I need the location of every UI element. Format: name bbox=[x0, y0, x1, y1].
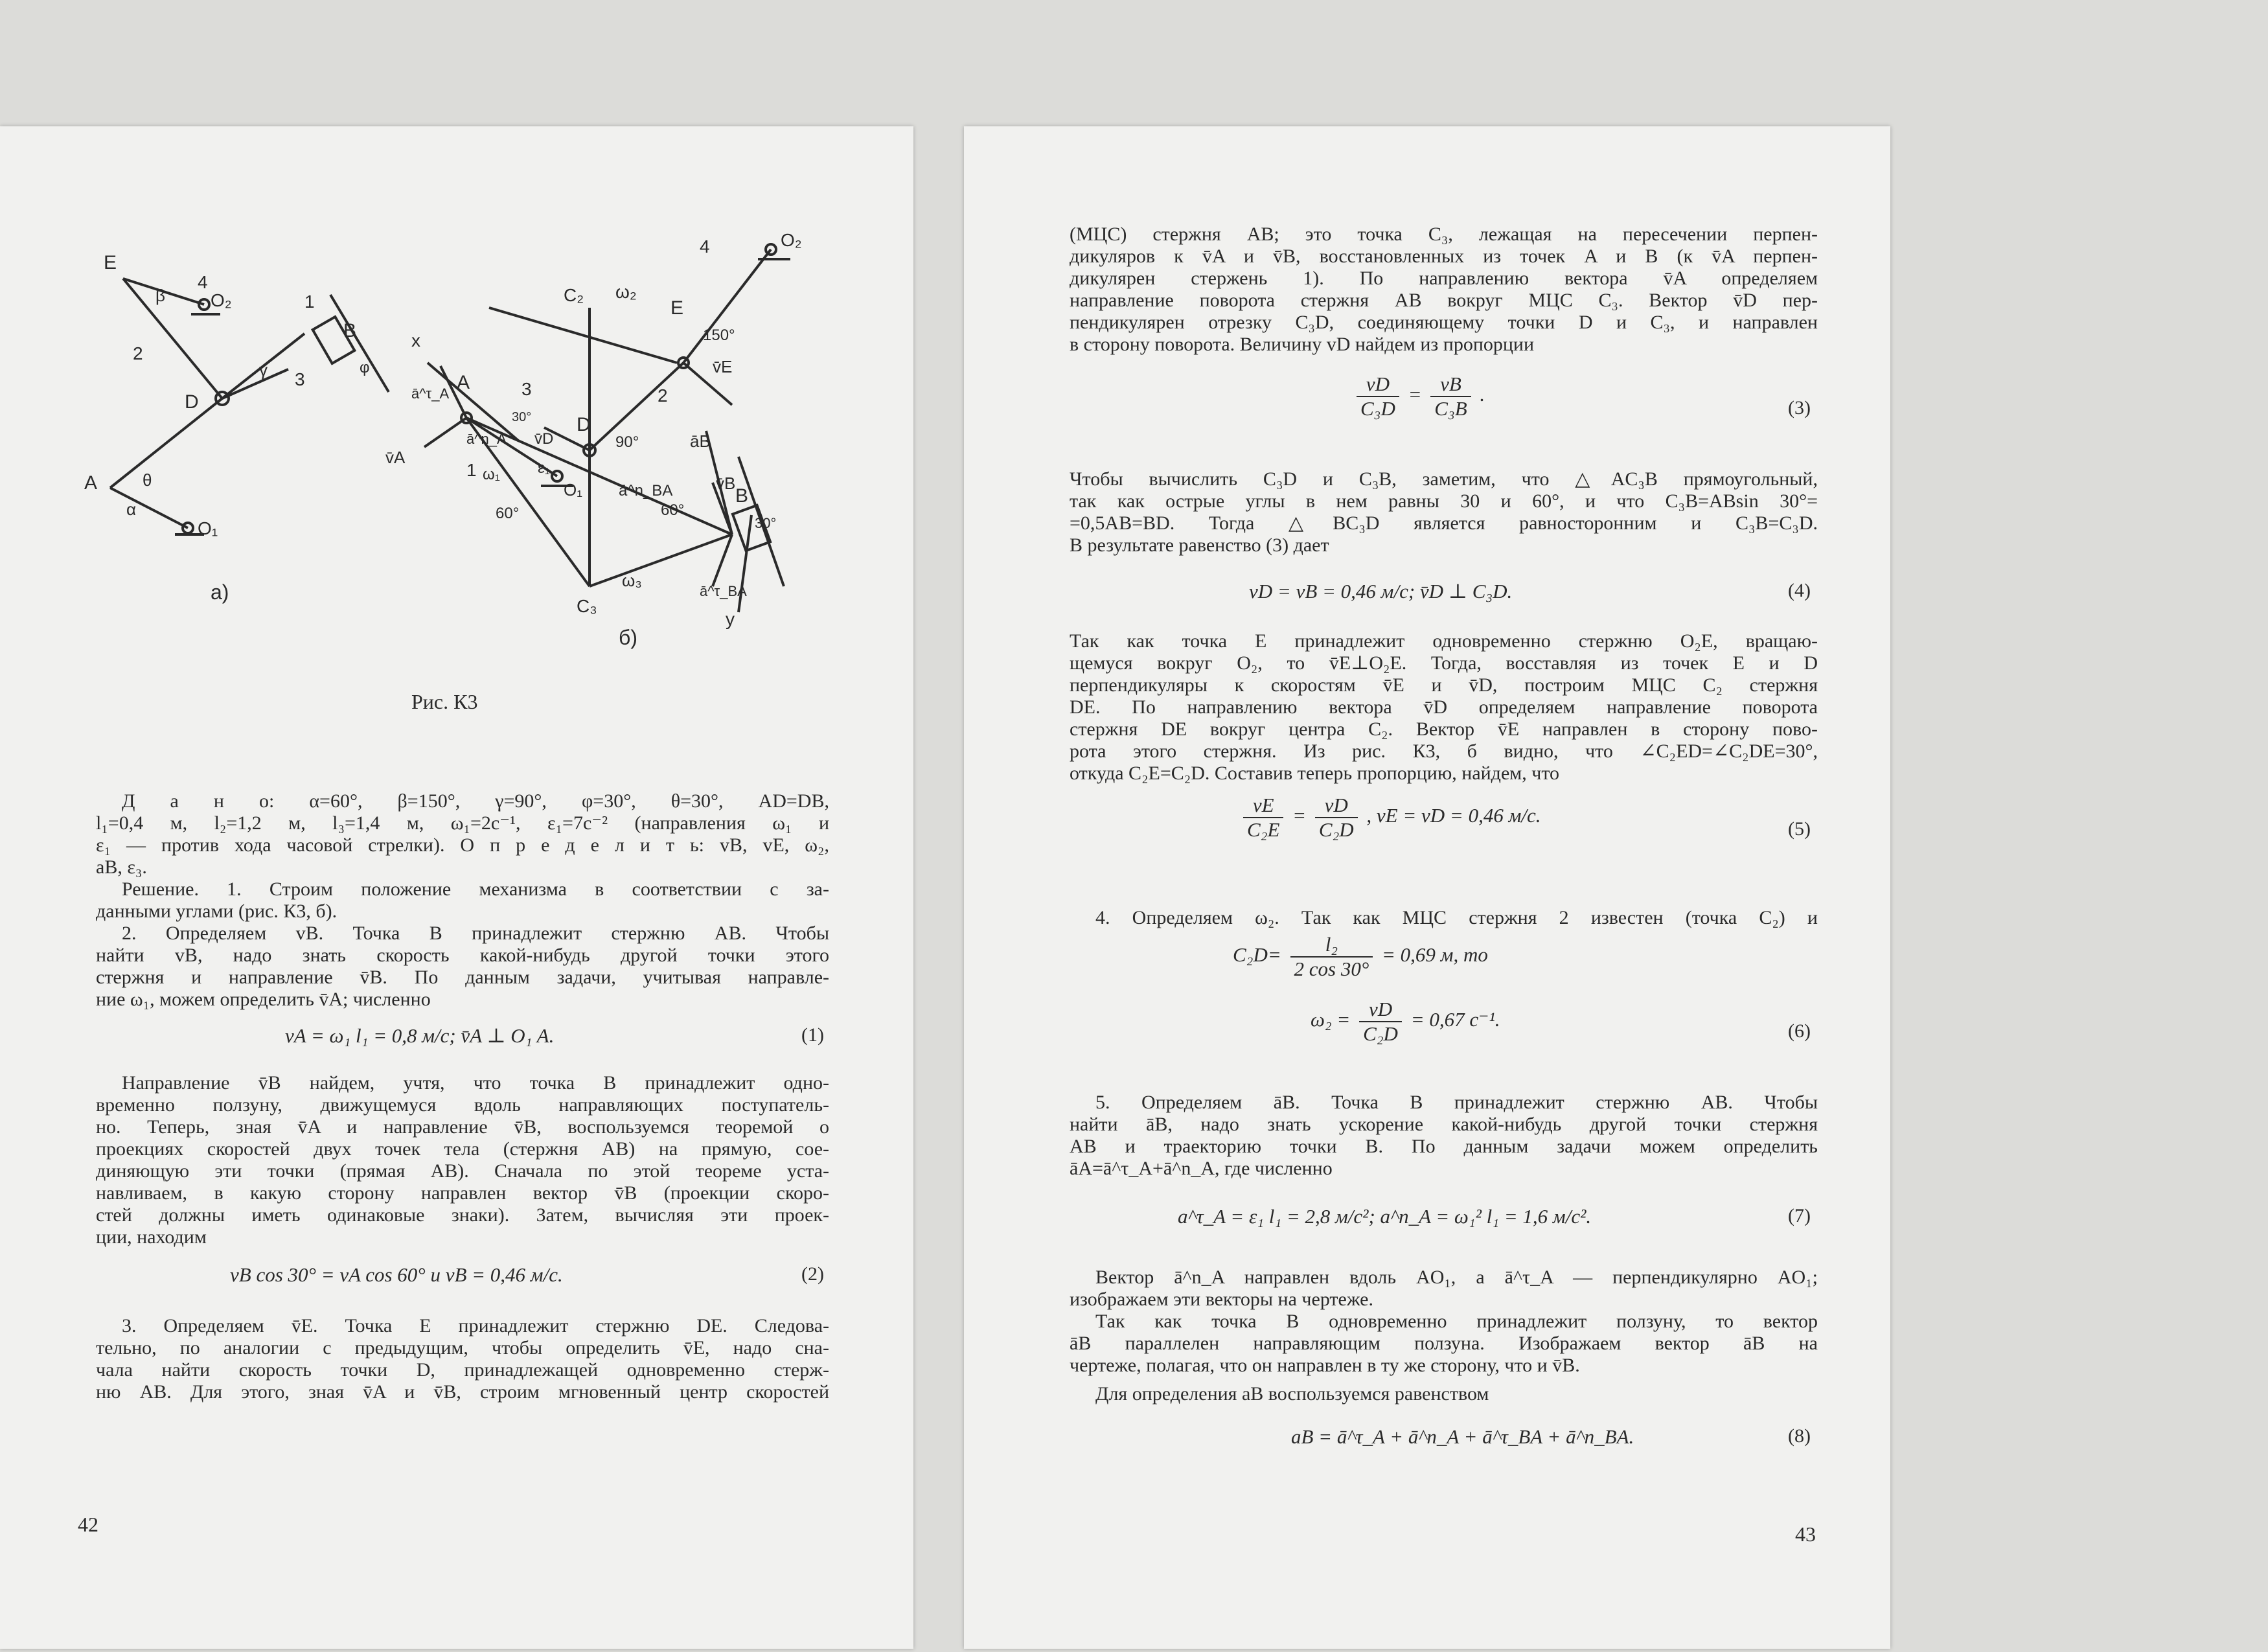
label-a-beta: β bbox=[155, 286, 165, 305]
label-b-C3: C₃ bbox=[577, 596, 597, 616]
eq5-equals: = bbox=[1292, 804, 1307, 827]
text-line: DE. По направлению вектора v̄D определяем направление поворота bbox=[1070, 696, 1818, 718]
text-line: чертеже, полагая, что он направлен в ту же сторону, что и v̄B. bbox=[1070, 1355, 1580, 1376]
text-line: рота этого стержня. Из рис. К3, б видно, что ∠C₂ED=∠C₂DE=30°, bbox=[1070, 740, 1818, 762]
eq3-num2: vB bbox=[1430, 373, 1471, 397]
text-line: направление поворота стержня AB вокруг МЦС C₃. Вектор v̄D пер- bbox=[1070, 290, 1818, 311]
label-b-60: 60° bbox=[496, 505, 520, 522]
text-line: l₁=0,4 м, l₂=1,2 м, l₃=1,4 м, ω₁=2с⁻¹, ε₁=7с⁻² (направления ω₁ и bbox=[96, 812, 829, 834]
text-line: Направление v̄B найдем, учтя, что точка B принадлежит одно- bbox=[122, 1072, 829, 1094]
label-a-O2: O₂ bbox=[211, 290, 232, 310]
equation-8-number: (8) bbox=[1788, 1425, 1811, 1447]
text-line: 3. Определяем v̄E. Точка E принадлежит стержню DE. Следова- bbox=[122, 1315, 829, 1337]
label-b-e1: ε₁ bbox=[538, 459, 550, 477]
text-line: дикулярен стержень 1). По направлению вектора v̄A определяем bbox=[1070, 268, 1818, 289]
rod-2-a bbox=[123, 279, 222, 398]
label-b-aAn: ā^n_A bbox=[466, 431, 507, 447]
equation-7-number: (7) bbox=[1788, 1205, 1811, 1226]
label-b-x: x bbox=[411, 330, 420, 350]
equation-4: vD = vB = 0,46 м/с; v̄D ⊥ C₃D. bbox=[1249, 580, 1513, 602]
label-b-B: B bbox=[735, 485, 749, 507]
label-b-A: A bbox=[457, 372, 470, 393]
text-line: чала найти скорость точки D, принадлежащей одновременно стерж- bbox=[96, 1359, 829, 1381]
label-a-A: A bbox=[84, 472, 98, 494]
label-b-aBAn: ā^n_BA bbox=[619, 482, 673, 499]
label-b-vA: v̄A bbox=[385, 448, 406, 467]
text-line: найти āB, надо знать ускорение какой-нибудь другой точки стержня bbox=[1070, 1114, 1818, 1135]
eq3-den2: C₃B bbox=[1434, 397, 1467, 420]
equation-6-number: (6) bbox=[1788, 1020, 1811, 1042]
label-a-D: D bbox=[185, 391, 199, 413]
text-line: временно ползуну, движущемуся вдоль направляющих поступатель- bbox=[96, 1094, 829, 1116]
label-b-3: 3 bbox=[521, 379, 532, 399]
equation-1: vA = ω₁ l₁ = 0,8 м/с; v̄A ⊥ O₁ A. bbox=[285, 1024, 555, 1047]
eq3-num1: vD bbox=[1357, 373, 1399, 397]
label-a-1: 1 bbox=[304, 292, 315, 312]
text-line: стержня DE вокруг центра C₂. Вектор v̄E направлен в сторону пово- bbox=[1070, 718, 1818, 740]
text-line: ции, находим bbox=[96, 1226, 207, 1248]
text-line: пендикулярен отрезку C₃D, соединяющему точки D и C₃, и направлен bbox=[1070, 312, 1818, 333]
vector-abat bbox=[713, 534, 732, 586]
equation-2: vB cos 30° = vA cos 60° и vB = 0,46 м/с. bbox=[230, 1263, 563, 1286]
c2d-rhs: = 0,69 м, то bbox=[1382, 943, 1488, 967]
rod-bc3-b bbox=[590, 534, 732, 586]
equation-c2d bbox=[1233, 933, 1488, 981]
label-a-O1: O₁ bbox=[198, 518, 218, 538]
rod-1-a bbox=[110, 488, 188, 528]
text-line: изображаем эти векторы на чертеже. bbox=[1070, 1289, 1373, 1310]
eq5-den1: C₂E bbox=[1247, 818, 1280, 841]
equation-4-number: (4) bbox=[1788, 580, 1811, 601]
label-b-y: y bbox=[726, 609, 735, 629]
label-b-4: 4 bbox=[700, 236, 710, 257]
eq5-tail: , vE = vD = 0,46 м/с. bbox=[1366, 804, 1541, 827]
equation-2-number: (2) bbox=[801, 1263, 824, 1285]
text-line: 5. Определяем āB. Точка B принадлежит стержню AB. Чтобы bbox=[1095, 1092, 1818, 1113]
eq5-den2: C₂D bbox=[1318, 818, 1354, 841]
label-b-aAt: ā^τ_A bbox=[411, 385, 450, 402]
text-line: но. Теперь, зная v̄A и направление v̄B, воспользуемся теоремой о bbox=[96, 1116, 829, 1138]
label-a-B: B bbox=[343, 320, 357, 341]
vector-va bbox=[424, 418, 466, 447]
label-b-C2: C₂ bbox=[564, 285, 584, 305]
text-line: Вектор ā^n_A направлен вдоль AO₁, а ā^τ_A — перпендикулярно AO₁; bbox=[1095, 1267, 1818, 1288]
label-b-30: 30° bbox=[512, 410, 532, 424]
label-b-E: E bbox=[670, 297, 684, 319]
c2d-num: l₂ bbox=[1290, 933, 1373, 958]
label-a-gamma: γ bbox=[259, 360, 268, 380]
label-a-theta: θ bbox=[143, 470, 152, 490]
c2d-den: 2 cos 30° bbox=[1294, 958, 1369, 980]
equation-8: aB = ā^τ_A + ā^n_A + ā^τ_BA + ā^n_BA. bbox=[1291, 1425, 1634, 1448]
label-b-90: 90° bbox=[615, 433, 639, 451]
rod-4-b bbox=[683, 249, 771, 363]
text-line: щемуся вокруг O₂, то v̄E⊥O₂E. Тогда, восставляя из точек E и D bbox=[1070, 652, 1818, 674]
text-line: так как острые углы в нем равны 30 и 60°, и что C₃B=ABsin 30°= bbox=[1070, 490, 1818, 512]
page-number: 43 bbox=[1795, 1522, 1816, 1546]
text-line: тельно, по аналогии с предыдущим, чтобы определить v̄E, надо сна- bbox=[96, 1337, 829, 1359]
text-line: Для определения aB воспользуемся равенством bbox=[1095, 1383, 1489, 1405]
eq5-num1: vE bbox=[1243, 794, 1283, 818]
label-a-3: 3 bbox=[295, 369, 305, 389]
figure-k3 bbox=[65, 224, 868, 651]
text-line: (МЦС) стержня AB; это точка C₃, лежащая на пересечении перпен- bbox=[1070, 224, 1818, 245]
c2d-lhs: C₂D= bbox=[1233, 943, 1281, 967]
label-b-150: 150° bbox=[703, 327, 735, 344]
text-line: откуда C₂E=C₂D. Составив теперь пропорцию, найдем, что bbox=[1070, 763, 1560, 784]
text-line: Решение. 1. Строим положение механизма в соответствии с за- bbox=[122, 878, 829, 900]
eq6-num: vD bbox=[1359, 998, 1402, 1022]
text-line: āA=ā^τ_A+ā^n_A, где численно bbox=[1070, 1158, 1333, 1179]
equation-6 bbox=[1311, 998, 1500, 1046]
text-line: Так как точка B одновременно принадлежит ползуну, то вектор bbox=[1095, 1311, 1818, 1332]
eq3-equals: = bbox=[1408, 383, 1422, 406]
label-a-4: 4 bbox=[198, 272, 208, 292]
label-b-1: 1 bbox=[466, 460, 477, 480]
text-line: ню AB. Для этого, зная v̄A и v̄B, строим мгновенный центр скоростей bbox=[96, 1381, 829, 1403]
label-b-2: 2 bbox=[658, 385, 668, 406]
equation-7: a^τ_A = ε₁ l₁ = 2,8 м/с²; a^n_A = ω₁² l₁ = 1,6 м/с². bbox=[1178, 1205, 1592, 1228]
label-b-vB: v̄B bbox=[716, 474, 736, 493]
text-line: стей должны иметь одинаковые знаки). Затем, вычисляя эти проек- bbox=[96, 1204, 829, 1226]
rod-ab-a bbox=[110, 398, 222, 488]
figure-caption: Рис. К3 bbox=[411, 690, 478, 713]
label-b-w2: ω₂ bbox=[615, 282, 637, 302]
label-b-vE: v̄E bbox=[713, 357, 733, 376]
eq6-lhs: ω₂ = bbox=[1311, 1008, 1351, 1031]
text-line: Д а н о: α=60°, β=150°, γ=90°, φ=30°, θ=30°, AD=DB, bbox=[122, 790, 829, 812]
text-line: перпендикуляры к скоростям v̄E и v̄D, построим МЦС C₂ стержня bbox=[1070, 674, 1818, 696]
label-b-aB: āB bbox=[690, 431, 711, 451]
text-line: в сторону поворота. Величину vD найдем из пропорции bbox=[1070, 334, 1535, 355]
label-b-O1: O₁ bbox=[564, 480, 582, 499]
label-b-60b: 60° bbox=[661, 501, 685, 519]
text-line: данными углами (рис. К3, б). bbox=[96, 901, 338, 922]
text-line: AB и траекторию точки B. По данным задачи можем определить bbox=[1070, 1136, 1818, 1157]
text-line: 2. Определяем vB. Точка B принадлежит стержню AB. Чтобы bbox=[122, 923, 829, 944]
text-line: В результате равенство (3) дает bbox=[1070, 534, 1329, 556]
label-b-O2: O₂ bbox=[781, 230, 802, 250]
left-page bbox=[0, 126, 913, 1649]
page-number: 42 bbox=[78, 1513, 98, 1536]
eq3-tail: . bbox=[1480, 383, 1485, 406]
eq3-den1: C₃D bbox=[1360, 397, 1395, 420]
text-line: проекциях скоростей двух точек тела (стержня AB) на прямую, сое- bbox=[96, 1138, 829, 1160]
right-page bbox=[964, 126, 1890, 1649]
text-line: диняющую эти точки (прямая AB). Сначала по этой теореме уста- bbox=[96, 1160, 829, 1182]
text-line: стержня и направление v̄B. По данным задачи, учитывая направле- bbox=[96, 967, 829, 988]
label-a-phi: φ bbox=[360, 359, 370, 376]
text-line: āB параллелен направляющим ползуна. Изображаем вектор āB на bbox=[1070, 1333, 1818, 1354]
text-line: 4. Определяем ω₂. Так как МЦС стержня 2 известен (точка C₂) и bbox=[1095, 907, 1818, 928]
equation-5-number: (5) bbox=[1788, 818, 1811, 840]
label-b-aBAt: ā^τ_BA bbox=[700, 583, 747, 599]
figure-b-label: б) bbox=[619, 626, 637, 649]
eq5-num2: vD bbox=[1315, 794, 1358, 818]
text-line: Так как точка E принадлежит одновременно стержню O₂E, вращаю- bbox=[1070, 630, 1818, 652]
text-line: ние ω₁, можем определить v̄A; численно bbox=[96, 989, 431, 1010]
label-b-w1: ω₁ bbox=[483, 466, 500, 483]
rod-2-b bbox=[489, 308, 677, 363]
text-line: навливаем, в какую сторону направлен вектор v̄B (проекции скоро- bbox=[96, 1182, 829, 1204]
text-line: найти vB, надо знать скорость какой-нибудь другой точки этого bbox=[96, 945, 829, 966]
guide-a bbox=[330, 295, 389, 392]
figure-a-label: а) bbox=[211, 580, 229, 604]
text-line: =0,5AB=BD. Тогда △BC₃D является равносторонним и C₃B=C₃D. bbox=[1070, 512, 1818, 534]
label-b-D: D bbox=[577, 414, 591, 435]
label-a-alpha: α bbox=[126, 499, 137, 519]
text-line: ε₁ — против хода часовой стрелки). О п р е д е л и т ь: vB, vE, ω₂, bbox=[96, 834, 829, 856]
label-b-w3: ω₃ bbox=[622, 571, 642, 590]
text-line: дикуляров к v̄A и v̄B, восстановленных из точек A и B (к v̄A перпен- bbox=[1070, 246, 1818, 267]
text-line: aB, ε₃. bbox=[96, 856, 147, 878]
equation-5 bbox=[1239, 794, 1541, 842]
equation-3-number: (3) bbox=[1788, 397, 1811, 419]
label-a-E: E bbox=[104, 252, 117, 273]
eq6-den: C₂D bbox=[1363, 1022, 1398, 1045]
eq6-rhs: = 0,67 с⁻¹. bbox=[1410, 1008, 1500, 1031]
equation-3 bbox=[1353, 373, 1485, 420]
label-a-2: 2 bbox=[133, 343, 143, 363]
text-line: Чтобы вычислить C₃D и C₃B, заметим, что △AC₃B прямоугольный, bbox=[1070, 468, 1818, 490]
label-b-vD: v̄D bbox=[534, 430, 554, 448]
label-b-30b: 30° bbox=[755, 515, 777, 531]
equation-1-number: (1) bbox=[801, 1024, 824, 1046]
